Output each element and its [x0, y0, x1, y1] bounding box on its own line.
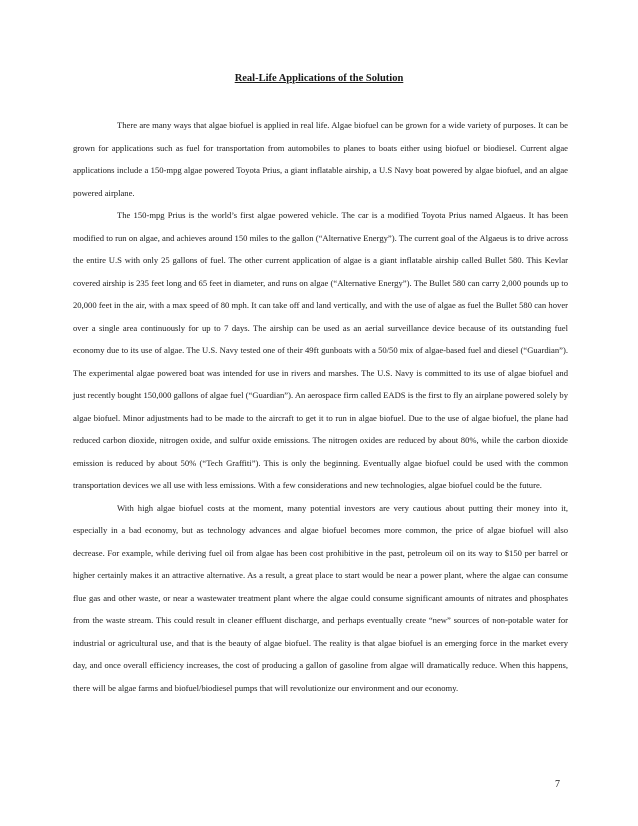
page-title: Real-Life Applications of the Solution	[234, 73, 404, 84]
paragraph-applications: The 150-mpg Prius is the world’s first algae powered vehicle. The car is a modified Toyota Prius named Algaeus. It has been modified to run on algae, and achieves around 150 miles to the gallon (“Alternative Energy”). The current goal of the Algaeus is to drive across the entire U.S with only 25 gallons of fuel. The other current application of algae is a giant inflatable airship called Bullet 580. This Kevlar covered airship is 235 feet long and 65 feet in diameter, and runs on algae (“Alternative Energy”). The Bullet 580 can carry 2,000 pounds up to 20,000 feet in the air, with a max speed of 80 mph. It can take off and land vertically, and with the use of algae as fuel the Bullet 580 can hover over a single area continuously for up to 7 days. The airship can be used as an aerial surveillance device because of its outstanding fuel economy due to its use of algae. The U.S. Navy tested one of their 49ft gunboats with a 50/50 mix of algae-based fuel and diesel (“Guardian”). The experimental algae powered boat was intended for use in rivers and marshes. The U.S. Navy is committed to its use of algae biofuel and just recently bought 150,000 gallons of algae fuel (“Guardian”). An aerospace firm called EADS is the first to fly an airplane powered solely by algae biofuel. Minor adjustments had to be made to the aircraft to get it to run in algae biofuel. Due to the use of algae biofuel, the plane had reduced carbon dioxide, nitrogen oxide, and sulfur oxide emissions. The nitrogen oxides are reduced by about 80%, while the carbon dioxide emission is reduced by about 50% (“Tech Graffiti”). This is only the beginning. Eventually algae biofuel could be used with the common transportation devices we all use with less emissions. With a few considerations and new technologies, algae biofuel could be the future.	[73, 210, 568, 490]
paragraph-economics: With high algae biofuel costs at the moment, many potential investors are very cautious about putting their money into it, especially in a bad economy, but as technology advances and algae biofuel becomes more common, the price of algae biofuel will also decrease. For example, while deriving fuel oil from algae has been cost prohibitive in the past, petroleum oil on its way to $150 per barrel or higher certainly makes it an attractive alternative. As a result, a great place to start would be near a power plant, where the algae can consume flue gas and other waste, or near a wastewater treatment plant where the algae could consume significant amounts of nitrates and phosphates from the waste stream. This could result in cleaner effluent discharge, and perhaps eventually create “new” sources of non-potable water for industrial or agricultural use, and that is the beauty of algae biofuel. The reality is that algae biofuel is an emerging force in the market every day, and once overall efficiency increases, the cost of producing a gallon of gasoline from algae will dramatically reduce. When this happens, there will be algae farms and biofuel/biodiesel pumps that will revolutionize our environment and our economy.	[73, 502, 568, 693]
body-text	[73, 114, 568, 699]
paragraph-intro: There are many ways that algae biofuel is applied in real life. Algae biofuel can be grown for a wide variety of purposes. It can be grown for applications such as fuel for transportation from automobiles to planes to boats either using biofuel or biodiesel. Current algae applications include a 150-mpg algae powered Toyota Prius, a giant inflatable airship, a U.S Navy boat powered by algae biofuel, and an algae powered airplane.	[73, 120, 568, 198]
page-number: 7	[555, 779, 560, 790]
